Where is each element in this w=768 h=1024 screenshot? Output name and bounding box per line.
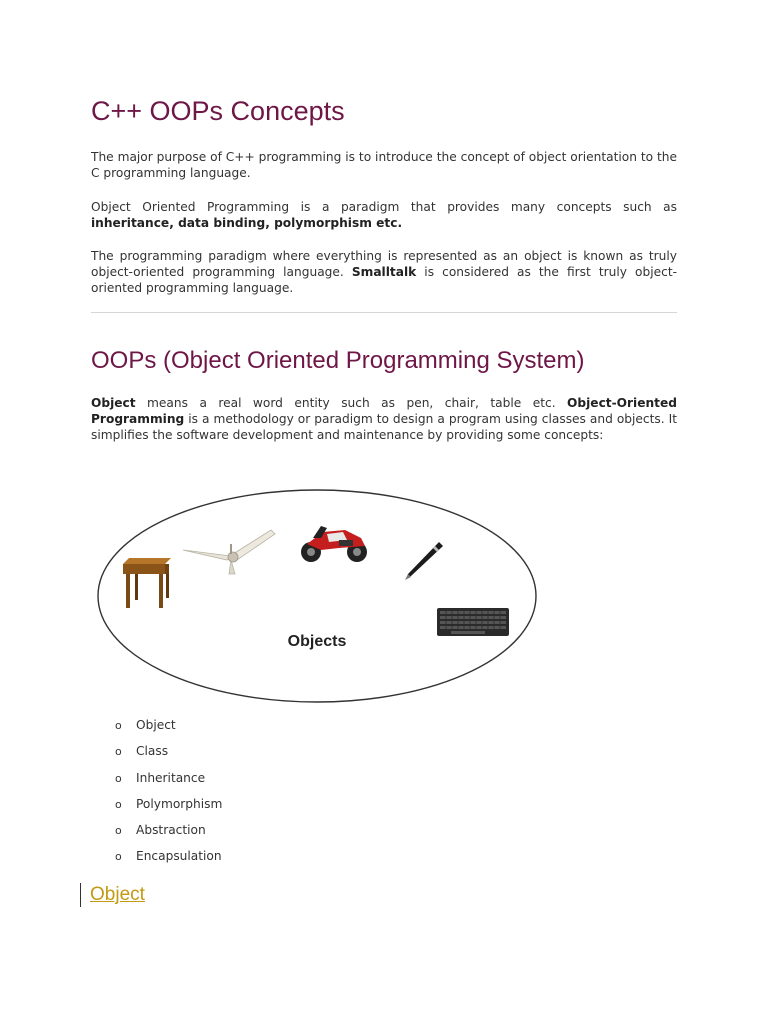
list-item-label: Encapsulation bbox=[136, 849, 222, 864]
intro-paragraph-3-text-a: The programming paradigm where everything is represented as an object is known as truly object-oriented programming language. bbox=[91, 249, 677, 279]
list-bullet: o bbox=[115, 824, 122, 838]
list-item bbox=[115, 796, 222, 822]
list-item bbox=[115, 848, 222, 874]
page-title: C++ OOPs Concepts bbox=[91, 96, 345, 126]
list-item-label: Class bbox=[136, 744, 169, 759]
intro-paragraph-2-bold: inheritance, data binding, polymorphism etc. bbox=[91, 216, 403, 230]
objects-figure bbox=[95, 486, 547, 708]
list-bullet: o bbox=[115, 771, 122, 785]
section-heading: OOPs (Object Oriented Programming System) bbox=[91, 347, 585, 374]
intro-paragraph-1: The major purpose of C++ programming is to introduce the concept of object orientation to the C programming language. bbox=[91, 150, 677, 180]
list-item bbox=[115, 743, 222, 769]
concepts-list bbox=[115, 717, 222, 875]
intro-paragraph-3-text-b: is considered as the first truly object-oriented programming language. bbox=[91, 265, 677, 295]
list-item bbox=[115, 770, 222, 796]
keyboard-icon bbox=[437, 608, 509, 636]
oop-bold: Object-Oriented Programming bbox=[91, 396, 677, 426]
section-divider bbox=[91, 312, 677, 313]
objects-ellipse bbox=[98, 490, 536, 702]
list-item-label: Object bbox=[136, 718, 176, 732]
section-text-a: means a real word entity such as pen, chair, table etc. bbox=[135, 396, 568, 410]
list-item bbox=[115, 822, 222, 848]
smalltalk-bold: Smalltalk bbox=[351, 265, 417, 279]
section-paragraph bbox=[91, 395, 677, 443]
objects-label: Objects bbox=[287, 633, 347, 650]
list-bullet: o bbox=[115, 719, 122, 732]
list-item-label: Polymorphism bbox=[136, 796, 223, 811]
section-text-b: is a methodology or paradigm to design a program using classes and objects. It simplifies the software development and maintenance by providing some concepts: bbox=[91, 412, 677, 442]
list-item bbox=[115, 717, 222, 743]
object-heading[interactable] bbox=[80, 883, 145, 907]
list-bullet: o bbox=[115, 745, 122, 759]
list-bullet: o bbox=[115, 850, 122, 864]
objects-diagram bbox=[95, 486, 547, 708]
intro-paragraph-3 bbox=[91, 248, 677, 296]
list-bullet: o bbox=[115, 797, 122, 811]
object-bold: Object bbox=[91, 396, 136, 410]
intro-paragraph-2-text: Object Oriented Programming is a paradigm that provides many concepts such as bbox=[91, 200, 677, 214]
object-heading-link[interactable]: Object bbox=[90, 884, 145, 905]
list-item-label: Inheritance bbox=[136, 770, 206, 785]
intro-paragraph-2 bbox=[91, 199, 677, 231]
list-item-label: Abstraction bbox=[136, 823, 206, 838]
